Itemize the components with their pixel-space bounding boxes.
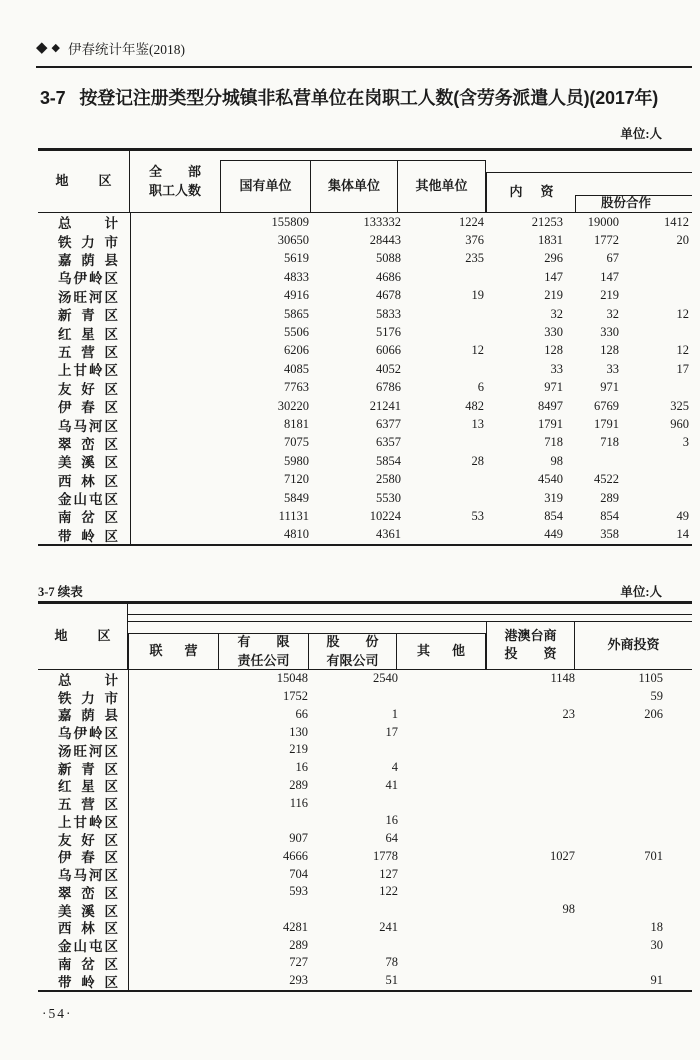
value-cell: 4052 — [376, 361, 401, 376]
table-row — [38, 526, 692, 544]
col-header-foreign-funded: 外商投资 — [607, 636, 660, 652]
continuation-step-line-1 — [128, 614, 692, 615]
col-header-region: 地区 — [38, 604, 128, 669]
value-cell: 1778 — [373, 848, 398, 863]
value-cell: 116 — [289, 795, 308, 810]
value-cell: 219 — [289, 742, 308, 757]
unit-label-table1: 单位:人 — [620, 127, 662, 141]
region-name-cell: 乌马河区 — [38, 865, 129, 883]
table-row — [38, 777, 692, 795]
region-name-cell: 伊春区 — [38, 397, 131, 415]
value-cell: 4678 — [376, 288, 401, 303]
value-cell: 4916 — [284, 288, 309, 303]
col-header-joint-operation: 联营 — [128, 633, 218, 669]
value-cell: 206 — [644, 706, 663, 721]
value-cell: 7120 — [284, 472, 309, 487]
table-row — [38, 830, 692, 848]
value-cell: 12 — [471, 343, 484, 358]
value-cell: 91 — [650, 973, 663, 988]
table-row — [38, 287, 692, 305]
table-number: 3-7 — [40, 88, 66, 108]
region-name-cell: 乌伊岭区 — [38, 268, 131, 286]
value-cell: 49 — [676, 508, 689, 523]
value-cell: 30220 — [277, 398, 309, 413]
value-cell: 5849 — [284, 490, 309, 505]
value-cell: 11131 — [278, 508, 309, 523]
value-cell: 449 — [544, 527, 563, 542]
value-cell: 33 — [550, 361, 563, 376]
table-row — [38, 434, 692, 452]
col-header-state-owned: 国有单位 — [220, 160, 310, 212]
table-row — [38, 954, 692, 972]
region-name-cell: 红星区 — [38, 777, 129, 795]
value-cell: 17 — [385, 724, 398, 739]
region-name-cell: 上甘岭区 — [38, 812, 129, 830]
region-name-cell: 汤旺河区 — [38, 287, 131, 305]
region-name-cell: 伊春区 — [38, 848, 129, 866]
value-cell: 16 — [295, 760, 308, 775]
region-name-cell: 嘉荫县 — [38, 706, 129, 724]
value-cell: 30 — [650, 937, 663, 952]
table-row — [38, 452, 692, 470]
table1-body — [38, 213, 692, 546]
region-name-cell: 西林区 — [38, 919, 129, 937]
value-cell: 289 — [289, 777, 308, 792]
table-row — [38, 688, 692, 706]
value-cell: 4810 — [284, 527, 309, 542]
table-row — [38, 323, 692, 341]
value-cell: 1148 — [550, 671, 575, 686]
table-row — [38, 759, 692, 777]
yearbook-title: 伊春统计年鉴(2018) — [68, 42, 186, 57]
table-row — [38, 972, 692, 990]
value-cell: 5506 — [284, 325, 309, 340]
region-name-cell: 铁力市 — [38, 688, 129, 706]
region-name-cell: 翠峦区 — [38, 883, 129, 901]
table-row — [38, 812, 692, 830]
region-name-cell: 红星区 — [38, 323, 131, 341]
value-cell: 289 — [289, 937, 308, 952]
value-cell: 1027 — [550, 848, 575, 863]
value-cell: 1752 — [283, 689, 308, 704]
value-cell: 28 — [471, 453, 484, 468]
value-cell: 78 — [385, 955, 398, 970]
value-cell: 53 — [471, 508, 484, 523]
value-cell: 482 — [465, 398, 484, 413]
value-cell: 854 — [544, 508, 563, 523]
value-cell: 16 — [385, 813, 398, 828]
value-cell: 147 — [600, 269, 619, 284]
value-cell: 1791 — [538, 416, 563, 431]
value-cell: 19000 — [587, 214, 619, 229]
table-row — [38, 741, 692, 759]
region-name-cell: 带岭区 — [38, 972, 129, 990]
table-row — [38, 848, 692, 866]
table-row — [38, 397, 692, 415]
region-name-cell: 五营区 — [38, 794, 129, 812]
region-name-cell: 上甘岭区 — [38, 360, 131, 378]
diamond-icon-large: ◆ — [36, 39, 48, 56]
table-row — [38, 415, 692, 433]
table-row — [38, 342, 692, 360]
value-cell: 293 — [289, 973, 308, 988]
value-cell: 127 — [379, 866, 398, 881]
col-header-collective: 集体单位 — [310, 160, 397, 212]
value-cell: 4 — [391, 760, 398, 775]
table-row — [38, 360, 692, 378]
table-row — [38, 470, 692, 488]
value-cell: 23 — [562, 706, 575, 721]
value-cell: 13 — [471, 416, 484, 431]
region-name-cell: 带岭区 — [38, 526, 131, 544]
value-cell: 17 — [676, 361, 689, 376]
table-row — [38, 268, 692, 286]
value-cell: 704 — [289, 866, 308, 881]
table-row — [38, 706, 692, 724]
value-cell: 971 — [544, 380, 563, 395]
col-header-shareholding-ltd: 股份 有限公司 — [308, 633, 396, 669]
value-cell: 296 — [544, 251, 563, 266]
table2 — [38, 601, 692, 992]
page-title — [40, 84, 690, 110]
region-name-cell: 五营区 — [38, 342, 131, 360]
value-cell: 7763 — [284, 380, 309, 395]
value-cell: 1791 — [594, 416, 619, 431]
value-cell: 4540 — [538, 472, 563, 487]
col-header-limited-liability: 有限 责任公司 — [218, 633, 308, 669]
value-cell: 1 — [391, 706, 398, 721]
value-cell: 4833 — [284, 269, 309, 284]
region-name-cell: 美溪区 — [38, 452, 131, 470]
value-cell: 219 — [600, 288, 619, 303]
table-row — [38, 919, 692, 937]
value-cell: 32 — [606, 306, 619, 321]
table-row — [38, 723, 692, 741]
value-cell: 67 — [606, 251, 619, 266]
value-cell: 12 — [676, 306, 689, 321]
value-cell: 4522 — [594, 472, 619, 487]
table-row — [38, 883, 692, 901]
table-row — [38, 936, 692, 954]
value-cell: 18 — [650, 919, 663, 934]
region-name-cell: 乌马河区 — [38, 415, 131, 433]
value-cell: 14 — [676, 527, 689, 542]
region-name-cell: 汤旺河区 — [38, 741, 129, 759]
table-row — [38, 670, 692, 688]
continued-caption-row — [38, 582, 662, 600]
value-cell: 41 — [385, 777, 398, 792]
value-cell: 7075 — [284, 435, 309, 450]
value-cell: 64 — [385, 831, 398, 846]
value-cell: 130 — [289, 724, 308, 739]
value-cell: 6357 — [376, 435, 401, 450]
value-cell: 330 — [600, 325, 619, 340]
value-cell: 66 — [295, 706, 308, 721]
table-row — [38, 489, 692, 507]
value-cell: 128 — [600, 343, 619, 358]
value-cell: 21241 — [369, 398, 401, 413]
value-cell: 325 — [670, 398, 689, 413]
value-cell: 241 — [379, 919, 398, 934]
value-cell: 6377 — [376, 416, 401, 431]
value-cell: 98 — [562, 902, 575, 917]
value-cell: 5530 — [376, 490, 401, 505]
value-cell: 8497 — [538, 398, 563, 413]
value-cell: 5833 — [376, 306, 401, 321]
table-row — [38, 865, 692, 883]
value-cell: 155809 — [271, 214, 309, 229]
col-header-share-cooperative: 股份合作 — [575, 195, 692, 212]
value-cell: 235 — [465, 251, 484, 266]
col-header-hk-macao-taiwan: 港澳台商 投资 — [486, 621, 575, 669]
region-name-cell: 铁力市 — [38, 231, 131, 249]
value-cell: 330 — [544, 325, 563, 340]
region-name-cell: 金山屯区 — [38, 489, 131, 507]
continued-caption: 3-7 续表 — [38, 585, 83, 599]
value-cell: 358 — [600, 527, 619, 542]
table-row — [38, 305, 692, 323]
value-cell: 1772 — [594, 233, 619, 248]
value-cell: 907 — [289, 831, 308, 846]
col-header-total-staff: 全部 职工人数 — [148, 163, 201, 198]
value-cell: 727 — [289, 955, 308, 970]
region-name-cell: 乌伊岭区 — [38, 723, 129, 741]
value-cell: 6066 — [376, 343, 401, 358]
value-cell: 2580 — [376, 472, 401, 487]
region-name-cell: 友好区 — [38, 830, 129, 848]
value-cell: 3 — [682, 435, 689, 450]
value-cell: 1831 — [538, 233, 563, 248]
value-cell: 59 — [650, 689, 663, 704]
value-cell: 971 — [600, 380, 619, 395]
region-name-cell: 翠峦区 — [38, 434, 131, 452]
region-name-cell: 新青区 — [38, 305, 131, 323]
value-cell: 289 — [600, 490, 619, 505]
table2-body — [38, 670, 692, 992]
table-row — [38, 507, 692, 525]
value-cell: 21253 — [531, 214, 563, 229]
value-cell: 15048 — [276, 671, 308, 686]
table1-header — [38, 148, 692, 213]
table-row — [38, 379, 692, 397]
value-cell: 5176 — [376, 325, 401, 340]
table-row — [38, 231, 692, 249]
value-cell: 6206 — [284, 343, 309, 358]
region-name-cell: 西林区 — [38, 470, 131, 488]
value-cell: 4281 — [283, 919, 308, 934]
value-cell: 718 — [544, 435, 563, 450]
region-name-cell: 金山屯区 — [38, 936, 129, 954]
diamond-icon-small: ◆ — [51, 41, 61, 54]
value-cell: 6786 — [376, 380, 401, 395]
value-cell: 593 — [289, 884, 308, 899]
region-name-cell: 嘉荫县 — [38, 250, 131, 268]
unit-label-table2: 单位:人 — [620, 585, 662, 599]
value-cell: 5854 — [376, 453, 401, 468]
value-cell: 20 — [676, 233, 689, 248]
value-cell: 30650 — [277, 233, 309, 248]
region-name-cell: 总计 — [38, 213, 131, 231]
value-cell: 319 — [544, 490, 563, 505]
value-cell: 4686 — [376, 269, 401, 284]
value-cell: 98 — [550, 453, 563, 468]
region-name-cell: 南岔区 — [38, 954, 129, 972]
value-cell: 133332 — [363, 214, 401, 229]
value-cell: 1224 — [459, 214, 484, 229]
value-cell: 122 — [379, 884, 398, 899]
page-number: ·54· — [42, 1006, 73, 1021]
table1 — [38, 148, 692, 546]
value-cell: 19 — [471, 288, 484, 303]
col-header-other-units: 其他单位 — [397, 160, 486, 212]
table-row — [38, 213, 692, 231]
value-cell: 5865 — [284, 306, 309, 321]
value-cell: 6 — [477, 380, 484, 395]
region-name-cell: 美溪区 — [38, 901, 129, 919]
yearbook-header — [36, 38, 692, 68]
value-cell: 8181 — [284, 416, 309, 431]
value-cell: 33 — [606, 361, 619, 376]
value-cell: 960 — [670, 416, 689, 431]
table-row — [38, 250, 692, 268]
table2-header — [38, 601, 692, 670]
value-cell: 1412 — [664, 214, 689, 229]
value-cell: 219 — [544, 288, 563, 303]
value-cell: 12 — [676, 343, 689, 358]
value-cell: 128 — [544, 343, 563, 358]
col-header-region: 地区 — [38, 151, 130, 212]
value-cell: 4085 — [284, 361, 309, 376]
col-header-domestic-funded: 内资 — [486, 172, 692, 212]
region-name-cell: 总计 — [38, 670, 129, 688]
table-row — [38, 901, 692, 919]
value-cell: 4666 — [283, 848, 308, 863]
value-cell: 2540 — [373, 671, 398, 686]
value-cell: 10224 — [369, 508, 401, 523]
col-header-others: 其他 — [396, 633, 486, 669]
region-name-cell: 友好区 — [38, 379, 131, 397]
table-title-text: 按登记注册类型分城镇非私营单位在岗职工人数(含劳务派遣人员)(2017年) — [79, 88, 659, 108]
value-cell: 32 — [550, 306, 563, 321]
value-cell: 5088 — [376, 251, 401, 266]
value-cell: 28443 — [369, 233, 401, 248]
value-cell: 6769 — [594, 398, 619, 413]
value-cell: 1105 — [638, 671, 663, 686]
value-cell: 718 — [600, 435, 619, 450]
value-cell: 701 — [644, 848, 663, 863]
value-cell: 51 — [385, 973, 398, 988]
value-cell: 854 — [600, 508, 619, 523]
region-name-cell: 南岔区 — [38, 507, 131, 525]
value-cell: 376 — [465, 233, 484, 248]
value-cell: 5980 — [284, 453, 309, 468]
region-name-cell: 新青区 — [38, 759, 129, 777]
value-cell: 5619 — [284, 251, 309, 266]
value-cell: 147 — [544, 269, 563, 284]
table-row — [38, 794, 692, 812]
value-cell: 4361 — [376, 527, 401, 542]
